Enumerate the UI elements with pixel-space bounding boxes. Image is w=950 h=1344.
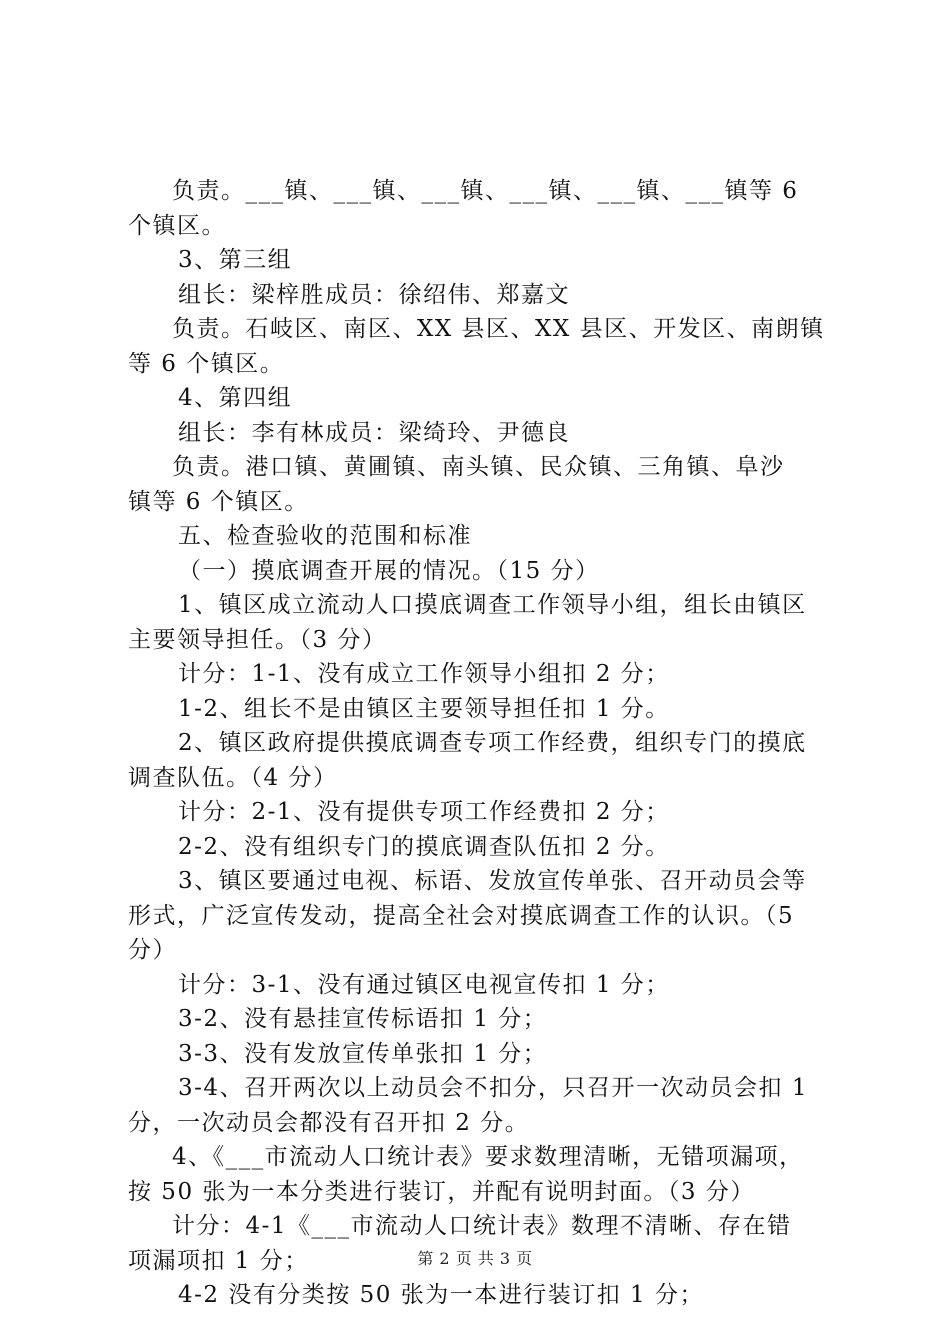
paragraph-line: 3-2、没有悬挂宣传标语扣 1 分；	[178, 1006, 548, 1032]
paragraph-line: 3、第三组	[178, 247, 293, 273]
paragraph-line: 计分：4-1《___市流动人口统计表》数理不清晰、存在错	[172, 1213, 792, 1239]
paragraph-line: 形式，广泛宣传发动，提高全社会对摸底调查工作的认识。（5	[128, 902, 795, 929]
paragraph-line: 负责。港口镇、黄圃镇、南头镇、民众镇、三角镇、阜沙	[172, 454, 785, 480]
paragraph-line: 2-2、没有组织专门的摸底调查队伍扣 2 分。	[178, 833, 670, 860]
section-heading: 五、检查验收的范围和标准	[178, 523, 472, 549]
paragraph-line: 分，一次动员会都没有召开扣 2 分。	[128, 1109, 530, 1136]
paragraph-line: 镇等 6 个镇区。	[128, 488, 309, 515]
paragraph-line: 计分：2-1、没有提供专项工作经费扣 2 分；	[178, 799, 670, 825]
paragraph-line: 1、镇区成立流动人口摸底调查工作领导小组，组长由镇区	[178, 592, 807, 618]
paragraph-line: 2、镇区政府提供摸底调查专项工作经费，组织专门的摸底	[178, 730, 807, 756]
paragraph-line: 4-2 没有分类按 50 张为一本进行装订扣 1 分；	[178, 1282, 704, 1308]
paragraph-line: 计分：1-1、没有成立工作领导小组扣 2 分；	[178, 661, 670, 687]
paragraph-line: 分）	[128, 937, 177, 963]
paragraph-line: 组长：梁梓胜成员：徐绍伟、郑嘉文	[178, 281, 570, 308]
paragraph-line: 按 50 张为一本分类进行装订，并配有说明封面。（3 分）	[128, 1178, 755, 1205]
paragraph-line: 项漏项扣 1 分；	[128, 1247, 309, 1274]
paragraph-line: 负责。___镇、___镇、___镇、___镇、___镇、___镇等 6	[172, 178, 799, 204]
paragraph-line: 计分：3-1、没有通过镇区电视宣传扣 1 分；	[178, 971, 670, 998]
paragraph-line: 组长：李有林成员：梁绮玲、尹德良	[178, 419, 570, 446]
paragraph-line: 调查队伍。（4 分）	[128, 764, 338, 791]
paragraph-line: 主要领导担任。（3 分）	[128, 626, 387, 653]
paragraph-line: 3-3、没有发放宣传单张扣 1 分；	[178, 1040, 548, 1067]
paragraph-line: 4、第四组	[178, 385, 293, 411]
paragraph-line: 等 6 个镇区。	[128, 350, 285, 377]
paragraph-line: 负责。石岐区、南区、XX 县区、XX 县区、开发区、南朗镇	[172, 316, 825, 342]
paragraph-line: 3-4、召开两次以上动员会不扣分，只召开一次动员会扣 1	[178, 1075, 808, 1101]
subsection-heading: （一）摸底调查开展的情况。（15 分）	[178, 557, 600, 584]
paragraph-line: 1-2、组长不是由镇区主要领导担任扣 1 分。	[178, 695, 670, 722]
paragraph-line: 个镇区。	[128, 212, 226, 239]
document-body	[128, 174, 838, 1313]
paragraph-line: 4、《___市流动人口统计表》要求数理清晰，无错项漏项，	[172, 1144, 804, 1170]
paragraph-line: 3、镇区要通过电视、标语、发放宣传单张、召开动员会等	[178, 868, 807, 894]
page-number-footer: 第 2 页 共 3 页	[417, 1249, 533, 1268]
